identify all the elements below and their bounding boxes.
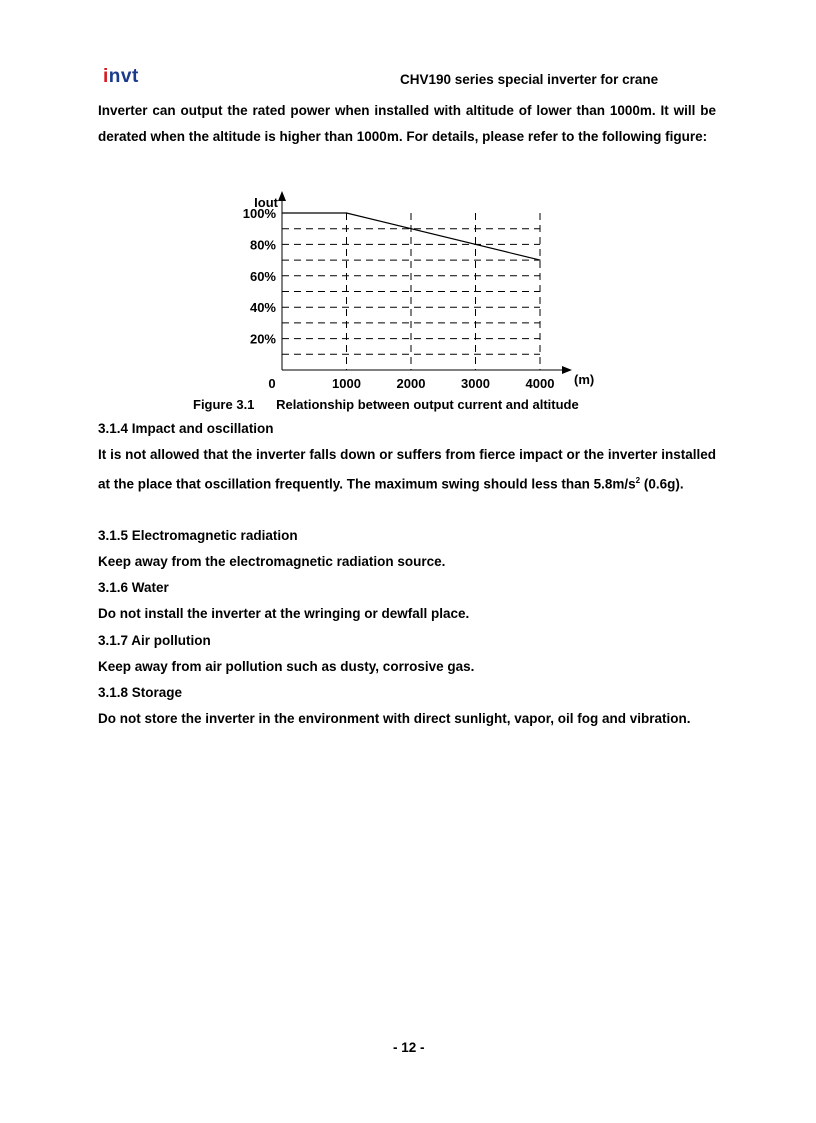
figure-caption: Figure 3.1 Relationship between output current and altitude	[193, 397, 579, 412]
x-axis-arrow	[562, 366, 572, 374]
x-tick-label: 2000	[396, 376, 426, 391]
chart-axes	[278, 191, 572, 374]
y-tick-label: 80%	[249, 237, 276, 253]
x-axis-label: (m)	[574, 372, 595, 387]
section-heading-water: 3.1.6 Water	[98, 580, 169, 595]
y-tick-label: 60%	[249, 268, 276, 284]
section-heading-impact: 3.1.4 Impact and oscillation	[98, 421, 274, 436]
altitude-derating-chart	[0, 0, 816, 425]
section-body-radiation: Keep away from the electromagnetic radiation source.	[98, 554, 446, 569]
section-heading-radiation: 3.1.5 Electromagnetic radiation	[98, 528, 298, 543]
page-number: - 12 -	[393, 1040, 425, 1055]
section-body-air: Keep away from air pollution such as dusty, corrosive gas.	[98, 659, 475, 674]
section-body-water: Do not install the inverter at the wringing or dewfall place.	[98, 606, 470, 621]
section-heading-air: 3.1.7 Air pollution	[98, 633, 211, 648]
impact-text-end: (0.6g).	[640, 476, 684, 492]
y-tick-label: 40%	[249, 300, 276, 316]
impact-superscript: 2	[635, 476, 641, 485]
y-tick-label: 100%	[242, 206, 276, 221]
logo-accent: i	[103, 66, 109, 87]
data-point	[281, 212, 282, 213]
x-tick-label: 1000	[332, 376, 361, 391]
y-tick-label: 20%	[249, 331, 276, 347]
intro-paragraph: Inverter can output the rated power when installed with altitude of lower than 1000m. It will be derated when the altitude is higher than 1000m. For details, please refer to the following figure:	[98, 103, 716, 144]
x-tick-label: 4000	[525, 376, 555, 391]
y-axis-label: Iout	[254, 195, 278, 210]
section-heading-storage: 3.1.8 Storage	[98, 685, 183, 700]
chart-svg	[0, 0, 816, 420]
logo-rest: nvt	[108, 66, 139, 87]
chart-grid	[282, 213, 540, 370]
y-axis-arrow	[278, 191, 286, 201]
data-point	[346, 212, 347, 213]
header-title: CHV190 series special inverter for crane	[400, 72, 659, 87]
x-tick-label: 3000	[461, 376, 490, 391]
section-body-impact	[98, 442, 716, 498]
data-point	[539, 260, 540, 261]
impact-text: It is not allowed that the inverter falls down or suffers from fierce impact or the inverter installed at the place that oscillation frequently. The maximum swing should less than 5.8m/s	[98, 447, 716, 492]
chart-labels	[243, 195, 594, 391]
section-body-storage: Do not store the inverter in the environment with direct sunlight, vapor, oil fog and vibration.	[98, 711, 691, 726]
x-tick-label: 0	[268, 376, 276, 391]
